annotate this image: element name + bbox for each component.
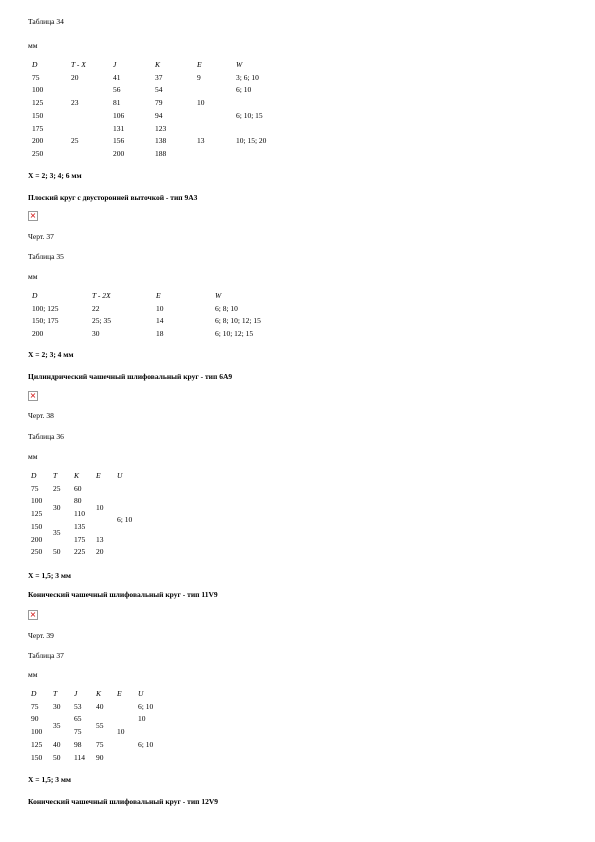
table-cell: 80 xyxy=(74,496,82,506)
table-cell xyxy=(67,123,109,136)
table-cell: 10 xyxy=(138,714,146,724)
table-cell xyxy=(193,123,232,136)
table-cell: 98 xyxy=(74,739,82,749)
table-cell: 20 xyxy=(96,547,104,557)
table-cell: 150 xyxy=(32,110,44,120)
header-cell: E xyxy=(117,689,122,698)
table-row xyxy=(28,495,136,508)
table-34-title: Таблица 34 xyxy=(28,17,64,26)
table-cell: 23 xyxy=(71,98,79,108)
table-cell: 41 xyxy=(113,72,121,82)
figure-caption-37: Черт. 37 xyxy=(28,232,54,241)
table-cell: 56 xyxy=(113,85,121,95)
table-row xyxy=(28,739,157,752)
table-36-note: X = 1,5; 3 мм xyxy=(28,571,72,580)
header-cell: D xyxy=(32,60,38,69)
figure-caption-39: Черт. 39 xyxy=(28,631,54,640)
table-header-row xyxy=(28,59,270,72)
table-cell: 90 xyxy=(31,714,39,724)
table-cell xyxy=(114,752,135,765)
table-cell: 10 xyxy=(197,98,205,108)
header-cell: K xyxy=(74,471,80,480)
table-cell: 10 xyxy=(156,303,164,313)
table-row xyxy=(28,752,157,765)
table-cell: 37 xyxy=(155,72,163,82)
header-cell: W xyxy=(215,291,222,300)
table-cell: 90 xyxy=(96,752,104,762)
table-35-note: X = 2; 3; 4 мм xyxy=(28,350,74,359)
table-cell: 114 xyxy=(74,752,85,762)
header-cell: E xyxy=(96,471,101,480)
table-36-unit: мм xyxy=(28,452,38,461)
table-cell: 13 xyxy=(96,534,104,544)
table-cell: 123 xyxy=(155,123,167,133)
table-row xyxy=(28,483,136,496)
table-cell: 50 xyxy=(53,547,61,557)
table-cell: 54 xyxy=(155,85,163,95)
table-cell: 188 xyxy=(155,148,167,158)
table-cell: 9 xyxy=(197,72,201,82)
header-cell: K xyxy=(155,60,161,69)
table-cell: 200 xyxy=(113,148,125,158)
table-cell xyxy=(114,739,135,752)
table-cell: 18 xyxy=(156,329,164,339)
table-cell xyxy=(114,546,136,559)
table-35-unit: мм xyxy=(28,272,38,281)
table-cell: 6; 10 xyxy=(117,515,133,525)
table-cell: 175 xyxy=(74,534,86,544)
section-heading-9a3: Плоский круг с двусторонней выточкой - тип 9А3 xyxy=(28,193,198,202)
table-cell: 156 xyxy=(113,136,125,146)
table-cell: 10; 15; 20 xyxy=(236,136,267,146)
table-cell xyxy=(232,148,270,161)
table-row xyxy=(28,713,157,726)
table-35-title: Таблица 35 xyxy=(28,252,64,261)
table-row xyxy=(28,328,265,341)
table-cell: 6; 10; 12; 15 xyxy=(215,329,254,339)
header-cell: T - 2X xyxy=(92,291,111,300)
table-cell xyxy=(67,148,109,161)
table-34-unit: мм xyxy=(28,41,38,50)
table-cell: 14 xyxy=(156,316,164,326)
header-cell: J xyxy=(113,60,117,69)
table-cell xyxy=(93,483,114,496)
header-cell: U xyxy=(138,689,144,698)
table-cell: 250 xyxy=(31,547,43,557)
table-cell xyxy=(135,726,157,739)
table-cell: 6; 10; 15 xyxy=(236,110,263,120)
table-cell xyxy=(232,97,270,110)
table-cell: 40 xyxy=(96,701,104,711)
table-cell xyxy=(193,148,232,161)
table-cell: 13 xyxy=(197,136,205,146)
table-cell: 30 xyxy=(53,502,61,512)
header-cell: T - X xyxy=(71,60,86,69)
table-header-row xyxy=(28,290,265,303)
table-cell: 3; 6; 10 xyxy=(236,72,259,82)
table-cell: 150; 175 xyxy=(32,316,59,326)
header-cell: T xyxy=(53,689,58,698)
table-cell: 6; 10 xyxy=(236,85,252,95)
table-row xyxy=(28,315,265,328)
broken-image-icon: × xyxy=(29,211,37,220)
table-36 xyxy=(28,470,136,559)
header-cell: K xyxy=(96,689,102,698)
table-cell xyxy=(114,483,136,496)
table-cell: 81 xyxy=(113,98,121,108)
header-cell: D xyxy=(31,689,37,698)
table-37 xyxy=(28,688,157,764)
table-cell xyxy=(232,123,270,136)
table-cell: 35 xyxy=(53,528,61,538)
table-cell: 75 xyxy=(74,727,82,737)
table-cell: 75 xyxy=(31,483,39,493)
table-cell: 200 xyxy=(31,534,43,544)
table-cell: 10 xyxy=(96,502,104,512)
table-row xyxy=(28,84,270,97)
table-cell: 6; 8; 10 xyxy=(215,303,238,313)
table-cell: 150 xyxy=(31,752,43,762)
table-row xyxy=(28,701,157,714)
table-35 xyxy=(28,290,265,341)
header-cell: D xyxy=(32,291,38,300)
table-row xyxy=(28,72,270,85)
table-cell: 10 xyxy=(117,727,125,737)
table-row xyxy=(28,135,270,148)
header-cell: T xyxy=(53,471,58,480)
table-34 xyxy=(28,59,270,161)
table-cell xyxy=(114,713,135,726)
section-heading-6a9: Цилиндрический чашечный шлифовальный круг - тип 6А9 xyxy=(28,372,233,381)
table-row xyxy=(28,123,270,136)
table-cell: 55 xyxy=(96,720,104,730)
table-cell xyxy=(193,110,232,123)
table-cell xyxy=(67,110,109,123)
table-37-note: X = 1,5; 3 мм xyxy=(28,775,72,784)
table-row xyxy=(28,110,270,123)
table-cell xyxy=(193,84,232,97)
table-cell: 25; 35 xyxy=(92,316,111,326)
table-row xyxy=(28,726,157,739)
header-cell: U xyxy=(117,471,123,480)
broken-image-icon: × xyxy=(29,391,37,400)
header-cell: E xyxy=(156,291,161,300)
table-cell: 35 xyxy=(53,720,61,730)
broken-image-icon: × xyxy=(29,610,37,619)
table-cell: 53 xyxy=(74,701,82,711)
header-cell: D xyxy=(31,471,37,480)
table-cell: 20 xyxy=(71,72,79,82)
table-cell: 125 xyxy=(31,739,43,749)
table-cell xyxy=(135,752,157,765)
table-37-title: Таблица 37 xyxy=(28,651,64,660)
table-cell: 100 xyxy=(31,496,43,506)
table-37-unit: мм xyxy=(28,670,38,679)
table-cell: 225 xyxy=(74,547,86,557)
table-cell: 30 xyxy=(92,329,100,339)
table-34-note: X = 2; 3; 4; 6 мм xyxy=(28,171,82,180)
table-cell: 200 xyxy=(32,329,44,339)
table-cell: 6; 10 xyxy=(138,701,154,711)
header-cell: E xyxy=(197,60,202,69)
table-cell: 25 xyxy=(53,483,61,493)
table-row xyxy=(28,546,136,559)
table-cell: 75 xyxy=(32,72,40,82)
section-heading-11v9: Конический чашечный шлифовальный круг - тип 11V9 xyxy=(28,590,218,599)
table-cell: 75 xyxy=(31,701,39,711)
table-cell: 25 xyxy=(71,136,79,146)
table-cell: 22 xyxy=(92,303,100,313)
table-cell xyxy=(93,521,114,534)
table-cell: 6; 8; 10; 12; 15 xyxy=(215,316,261,326)
table-cell: 100 xyxy=(32,85,44,95)
section-heading-12v9: Конический чашечный шлифовальный круг - тип 12V9 xyxy=(28,797,219,806)
table-row xyxy=(28,148,270,161)
table-cell: 60 xyxy=(74,483,82,493)
table-cell: 131 xyxy=(113,123,125,133)
table-cell: 30 xyxy=(53,701,61,711)
table-cell: 135 xyxy=(74,521,86,531)
table-cell: 50 xyxy=(53,752,61,762)
table-cell: 250 xyxy=(32,148,44,158)
table-header-row xyxy=(28,688,157,701)
table-cell: 40 xyxy=(53,739,61,749)
table-row xyxy=(28,303,265,316)
table-cell: 100; 125 xyxy=(32,303,59,313)
table-cell: 6; 10 xyxy=(138,739,154,749)
table-cell: 75 xyxy=(96,739,104,749)
table-cell: 150 xyxy=(31,521,43,531)
table-cell: 125 xyxy=(32,98,44,108)
table-cell: 200 xyxy=(32,136,44,146)
figure-caption-38: Черт. 38 xyxy=(28,411,54,420)
table-cell: 94 xyxy=(155,110,163,120)
table-cell xyxy=(67,84,109,97)
table-36-title: Таблица 36 xyxy=(28,432,64,441)
table-row xyxy=(28,97,270,110)
table-cell xyxy=(114,701,135,714)
table-header-row xyxy=(28,470,136,483)
header-cell: J xyxy=(74,689,78,698)
table-cell: 125 xyxy=(31,509,43,519)
table-cell: 110 xyxy=(74,509,85,519)
table-cell: 65 xyxy=(74,714,82,724)
table-cell: 138 xyxy=(155,136,167,146)
table-cell: 100 xyxy=(31,727,43,737)
header-cell: W xyxy=(236,60,243,69)
table-cell: 79 xyxy=(155,98,163,108)
table-cell: 175 xyxy=(32,123,44,133)
table-cell: 106 xyxy=(113,110,125,120)
